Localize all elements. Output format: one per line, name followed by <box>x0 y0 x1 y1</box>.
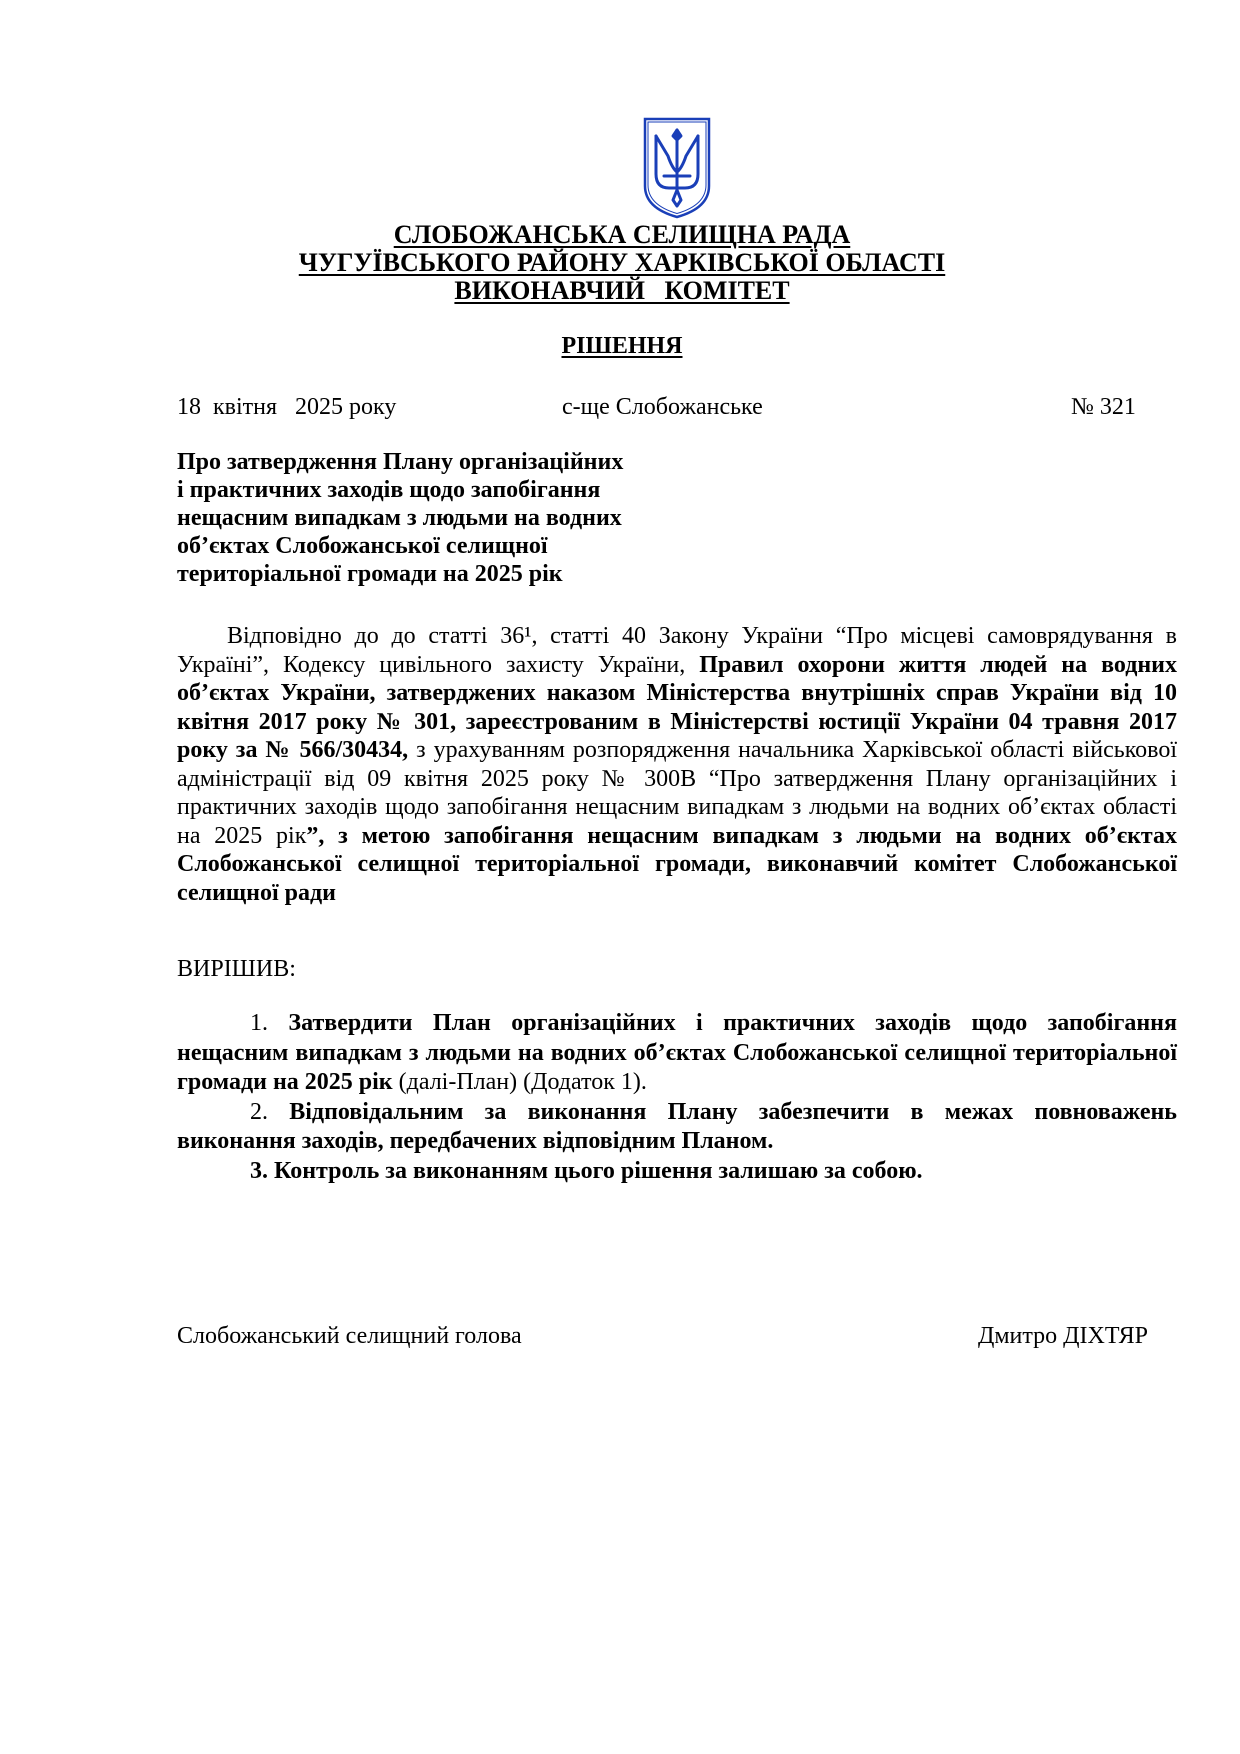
resolved-label: ВИРІШИВ: <box>177 956 296 982</box>
item-number: 1. <box>250 1010 289 1036</box>
trident-coat-of-arms-icon <box>642 116 712 220</box>
resolution-item-1 <box>177 1009 1177 1098</box>
signatory-name: Дмитро ДІХТЯР <box>978 1323 1148 1349</box>
preamble-paragraph <box>177 622 1177 907</box>
subject-line: Про затвердження Плану організаційних <box>177 449 624 475</box>
subject-line: територіальної громади на 2025 рік <box>177 561 563 587</box>
item-text-bold: Затвердити План організаційних і практичних заходів щодо запобігання нещасним випадкам з людьми на водних об’єктах Слобожанської селищної територіальної громади на 2025 рік <box>177 1010 1177 1095</box>
decision-date: 18 квітня 2025 року <box>177 394 397 420</box>
preamble-text: Відповідно до до статті 36¹, статті 40 Закону України “Про місцеві самоврядування в Україні”, Кодексу цивільного захисту України, <box>177 623 1177 678</box>
committee-name: ВИКОНАВЧИЙ КОМІТЕТ <box>454 276 790 305</box>
preamble-order-reference: з урахуванням розпорядження начальника Харківської області військової адміністрації від 09 квітня 2025 року № 300В “Про затвердження Плану організаційних і практичних заходів щодо запобігання нещасним випадкам з людьми на водних об’єктах області на 2025 рік <box>177 737 1178 849</box>
preamble-purpose: ”, з метою запобігання нещасним випадкам з людьми на водних об’єктах Слобожанської селищної територіальної громади, виконавчий комітет Слобожанської селищної ради <box>177 822 1177 906</box>
signatory-title: Слобожанський селищний голова <box>177 1323 522 1349</box>
subject-line: і практичних заходів щодо запобігання <box>177 477 601 503</box>
decision-number: № 321 <box>1071 394 1136 420</box>
item-text-bold: Відповідальним за виконання Плану забезпечити в межах повноважень виконання заходів, передбачених відповідним Планом. <box>177 1098 1177 1154</box>
resolution-items <box>177 1009 1177 1186</box>
district-name: ЧУГУЇВСЬКОГО РАЙОНУ ХАРКІВСЬКОЇ ОБЛАСТІ <box>298 248 946 277</box>
preamble-rules-reference: Правил охорони життя людей на водних об’єктах України, затверджених наказом Міністерства внутрішніх справ України від 10 квітня 2017 року № 301, зареєстрованим в Міністерстві юстиції України 04 травня 2017 року за № 566/30434, <box>177 651 1177 763</box>
council-name: СЛОБОЖАНСЬКА СЕЛИЩНА РАДА <box>393 220 851 249</box>
subject-line: об’єктах Слобожанської селищної <box>177 533 548 559</box>
resolution-item-3: 3. Контроль за виконанням цього рішення залишаю за собою. <box>250 1157 923 1184</box>
subject-line: нещасним випадкам з людьми на водних <box>177 505 622 531</box>
item-text: (далі-План) (Додаток 1). <box>392 1069 647 1095</box>
decision-place: с-ще Слобожанське <box>562 394 763 420</box>
resolution-item-2 <box>177 1098 1177 1157</box>
document-type: РІШЕННЯ <box>561 333 683 359</box>
decision-subject <box>177 448 657 588</box>
item-number: 2. <box>250 1098 290 1125</box>
